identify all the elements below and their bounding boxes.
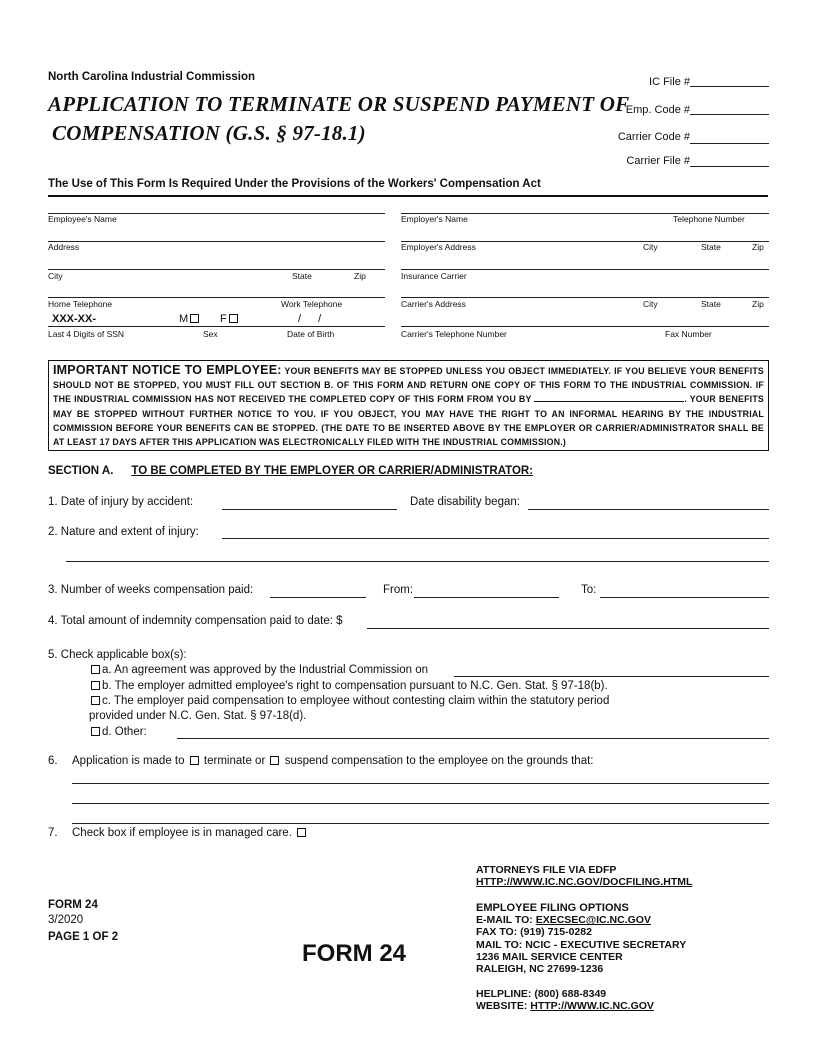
q3-label: 3. Number of weeks compensation paid: — [48, 584, 254, 596]
q6-text — [72, 755, 593, 767]
ic-file-label: IC File # — [649, 76, 690, 88]
website-link[interactable]: HTTP://WWW.IC.NC.GOV — [530, 1000, 654, 1013]
q5a-text: a. An agreement was approved by the Industrial Commission on — [102, 664, 429, 676]
q5a-option[interactable] — [89, 664, 428, 676]
grounds-input-2[interactable] — [72, 803, 769, 804]
total-paid-input[interactable] — [367, 628, 769, 629]
fax-number-label: Fax Number — [665, 329, 712, 339]
q6-text-c: suspend compensation to the employee on the grounds that: — [284, 755, 594, 767]
q2-label: 2. Nature and extent of injury: — [48, 526, 199, 538]
q1-label: 1. Date of injury by accident: — [48, 496, 194, 508]
grounds-input-3[interactable] — [72, 823, 769, 824]
section-a-heading — [48, 465, 533, 477]
sex-male-label: M — [179, 313, 189, 325]
employee-city-input[interactable] — [48, 269, 385, 270]
q5a-checkbox[interactable] — [91, 665, 100, 674]
q6-text-a: Application is made to — [72, 755, 185, 767]
carrier-code-input[interactable] — [690, 143, 769, 144]
q3-to-label: To: — [581, 584, 597, 596]
employee-options-block — [476, 902, 686, 975]
carrier-code-label: Carrier Code # — [617, 131, 690, 143]
employee-address-label: Address — [48, 242, 80, 252]
form-number-big: FORM 24 — [302, 940, 407, 967]
managed-care-checkbox[interactable] — [297, 828, 306, 837]
section-a-title: TO BE COMPLETED BY THE EMPLOYER OR CARRIER/ADMINISTRATOR: — [131, 465, 534, 477]
q7-number: 7. — [48, 827, 58, 839]
q5-label: 5. Check applicable box(s): — [48, 649, 187, 661]
q6-text-b: terminate or — [203, 755, 266, 767]
employee-state-label: State — [292, 271, 312, 281]
q5c-text: c. The employer paid compensation to employee without contesting claim within the statutory period — [102, 695, 610, 707]
mail-line-3: RALEIGH, NC 27699-1236 — [476, 963, 604, 976]
employer-name-label: Employer's Name — [401, 214, 468, 224]
q5c-option[interactable] — [89, 695, 609, 707]
ssn-label: Last 4 Digits of SSN — [48, 329, 125, 339]
docfiling-link[interactable]: HTTP://WWW.IC.NC.GOV/DOCFILING.HTML — [476, 876, 693, 889]
terminate-checkbox[interactable] — [190, 756, 199, 765]
employee-zip-label: Zip — [354, 271, 366, 281]
q1b-label: Date disability began: — [410, 496, 520, 508]
carrier-phone-input[interactable] — [401, 326, 769, 327]
fax-line: FAX TO: (919) 715-0282 — [476, 926, 592, 939]
email-line — [476, 914, 686, 926]
disability-date-input[interactable] — [528, 509, 769, 510]
title-line-2: COMPENSATION (G.S. § 97-18.1) — [52, 121, 366, 145]
injury-nature-input-2[interactable] — [66, 561, 769, 562]
suspend-checkbox[interactable] — [270, 756, 279, 765]
employer-phone-label: Telephone Number — [673, 214, 745, 224]
injury-nature-input[interactable] — [222, 538, 769, 539]
employer-state-label: State — [701, 242, 721, 252]
q6-number: 6. — [48, 755, 58, 767]
employee-phone-input[interactable] — [48, 297, 385, 298]
q7-text — [72, 827, 308, 839]
injury-date-input[interactable] — [222, 509, 397, 510]
helpline: HELPLINE: (800) 688-8349 — [476, 988, 607, 1000]
carrier-address-input[interactable] — [401, 297, 769, 298]
employee-ssn-line — [48, 326, 385, 327]
insurance-carrier-input[interactable] — [401, 269, 769, 270]
notice-heading: IMPORTANT NOTICE TO EMPLOYEE: — [53, 363, 282, 377]
sex-male-checkbox[interactable] — [190, 314, 199, 323]
carrier-file-label: Carrier File # — [626, 155, 690, 167]
work-phone-label: Work Telephone — [281, 299, 343, 309]
dob-value[interactable]: / / — [298, 313, 322, 325]
agreement-date-input[interactable] — [454, 676, 769, 677]
ic-file-input[interactable] — [690, 86, 769, 87]
website-label: WEBSITE: — [476, 1000, 528, 1013]
notice-date-input[interactable] — [534, 393, 684, 402]
emp-code-input[interactable] — [690, 114, 769, 115]
grounds-input-1[interactable] — [72, 783, 769, 784]
attorneys-block — [476, 864, 692, 888]
employer-city-label: City — [643, 242, 658, 252]
sex-label: Sex — [203, 329, 218, 339]
website-line — [476, 1000, 654, 1012]
ssn-value[interactable]: XXX-XX- — [52, 313, 97, 325]
employee-city-label: City — [48, 271, 63, 281]
important-notice: IMPORTANT NOTICE TO EMPLOYEE: YOUR BENEFITS MAY BE STOPPED UNLESS YOU OBJECT IMMEDIATELY. IF YOU BELIEVE YOUR BENEFITS SHOULD NOT BE STOPPED, YOU MUST FILL OUT SECTION B. OF THIS FORM AND RETURN ONE COPY OF THIS FORM TO THE INDUSTRIAL COMMISSION. IF THE INDUSTRIAL COMMISSION HAS NOT RECEIVED THE COMPLETED COPY OF THIS FORM FROM YOU BY . YOUR BENEFITS MAY BE STOPPED WITHOUT FURTHER NOTICE TO YOU. IF YOU OBJECT, YOU MAY HAVE THE RIGHT TO AN INFORMAL HEARING BY THE INDUSTRIAL COMMISSION BEFORE YOUR BENEFITS CAN BE STOPPED. (THE DATE TO BE INSERTED ABOVE BY THE EMPLOYER OR CARRIER/ADMINISTRATOR SHALL BE AT LEAST 17 DAYS AFTER THIS APPLICATION WAS ELECTRONICALLY FILED WITH THE INDUSTRIAL COMMISSION.) — [48, 360, 769, 451]
q5d-option[interactable] — [89, 726, 147, 738]
q5b-option[interactable] — [89, 680, 608, 692]
employee-name-label: Employee's Name — [48, 214, 117, 224]
q5c-text-2: provided under N.C. Gen. Stat. § 97-18(d). — [89, 710, 307, 722]
insurance-carrier-label: Insurance Carrier — [401, 271, 467, 281]
agency-name: North Carolina Industrial Commission — [48, 71, 256, 83]
employer-zip-label: Zip — [752, 242, 764, 252]
q7-label: Check box if employee is in managed care. — [72, 827, 292, 839]
weeks-paid-input[interactable] — [270, 597, 366, 598]
email-label: E-MAIL TO: — [476, 914, 533, 927]
to-date-input[interactable] — [600, 597, 769, 598]
carrier-state-label: State — [701, 299, 721, 309]
carrier-city-label: City — [643, 299, 658, 309]
home-phone-label: Home Telephone — [48, 299, 113, 309]
mail-line-1: MAIL TO: NCIC - EXECUTIVE SECRETARY — [476, 938, 687, 951]
mail-line-2: 1236 MAIL SERVICE CENTER — [476, 950, 623, 963]
title-line-1: APPLICATION TO TERMINATE OR SUSPEND PAYMENT OF — [48, 92, 630, 116]
q5b-checkbox[interactable] — [91, 681, 100, 690]
carrier-phone-label: Carrier's Telephone Number — [401, 329, 507, 339]
notice-text-2: YOUR BENEFITS MAY BE STOPPED WITHOUT FURTHER NOTICE TO YOU. IF YOU OBJECT, YOU MAY HAVE THE RIGHT TO AN INFORMAL HEARING BY THE INDUSTRIAL COMMISSION BEFORE YOUR BENEFITS CAN BE STOPPED. (THE DATE TO BE INSERTED ABOVE BY THE EMPLOYER OR CARRIER/ADMINISTRATOR SHALL BE AT LEAST 17 DAYS AFTER THIS APPLICATION WAS ELECTRONICALLY FILED WITH THE INDUSTRIAL COMMISSION.) — [53, 394, 764, 448]
dob-label: Date of Birth — [287, 329, 335, 339]
use-statement: The Use of This Form Is Required Under the Provisions of the Workers' Compensation Act — [48, 178, 541, 190]
other-reason-input[interactable] — [177, 738, 769, 739]
carrier-file-input[interactable] — [690, 166, 769, 167]
employee-options-heading: EMPLOYEE FILING OPTIONS — [476, 902, 629, 914]
help-block — [476, 988, 654, 1012]
footer-date: 3/2020 — [48, 914, 84, 926]
header-divider — [48, 195, 768, 197]
section-a-label: SECTION A. — [48, 465, 114, 477]
employee-address-input[interactable] — [48, 241, 385, 242]
emp-code-label: Emp. Code # — [625, 104, 690, 116]
carrier-zip-label: Zip — [752, 299, 764, 309]
footer-form-label: FORM 24 — [48, 899, 98, 911]
q5b-text: b. The employer admitted employee's right to compensation pursuant to N.C. Gen. Stat. § 97-18(b). — [102, 680, 608, 692]
q4-label: 4. Total amount of indemnity compensation paid to date: $ — [48, 615, 343, 627]
notice-text-1: YOUR BENEFITS MAY BE STOPPED UNLESS YOU OBJECT IMMEDIATELY. IF YOU BELIEVE YOUR BENEFITS SHOULD NOT BE STOPPED, YOU MUST FILL OUT SECTION B. OF THIS FORM AND RETURN ONE COPY OF THIS FORM TO THE INDUSTRIAL COMMISSION. IF THE INDUSTRIAL COMMISSION HAS NOT RECEIVED THE COMPLETED COPY OF THIS FORM FROM YOU BY — [53, 366, 764, 405]
email-link[interactable]: EXECSEC@IC.NC.GOV — [535, 914, 651, 927]
sex-female-checkbox[interactable] — [229, 314, 238, 323]
q5c-checkbox[interactable] — [91, 696, 100, 705]
q3-from-label: From: — [383, 584, 414, 596]
q5d-text: d. Other: — [102, 726, 147, 738]
sex-female-label: F — [220, 313, 227, 325]
q5d-checkbox[interactable] — [91, 727, 100, 736]
carrier-address-label: Carrier's Address — [401, 299, 466, 309]
footer-page: PAGE 1 OF 2 — [48, 931, 119, 943]
sex-female-option[interactable] — [220, 313, 240, 325]
from-date-input[interactable] — [414, 597, 559, 598]
attorneys-heading: ATTORNEYS FILE VIA EDFP — [476, 864, 617, 876]
employer-address-label: Employer's Address — [401, 242, 476, 252]
sex-male-option[interactable] — [179, 313, 201, 325]
